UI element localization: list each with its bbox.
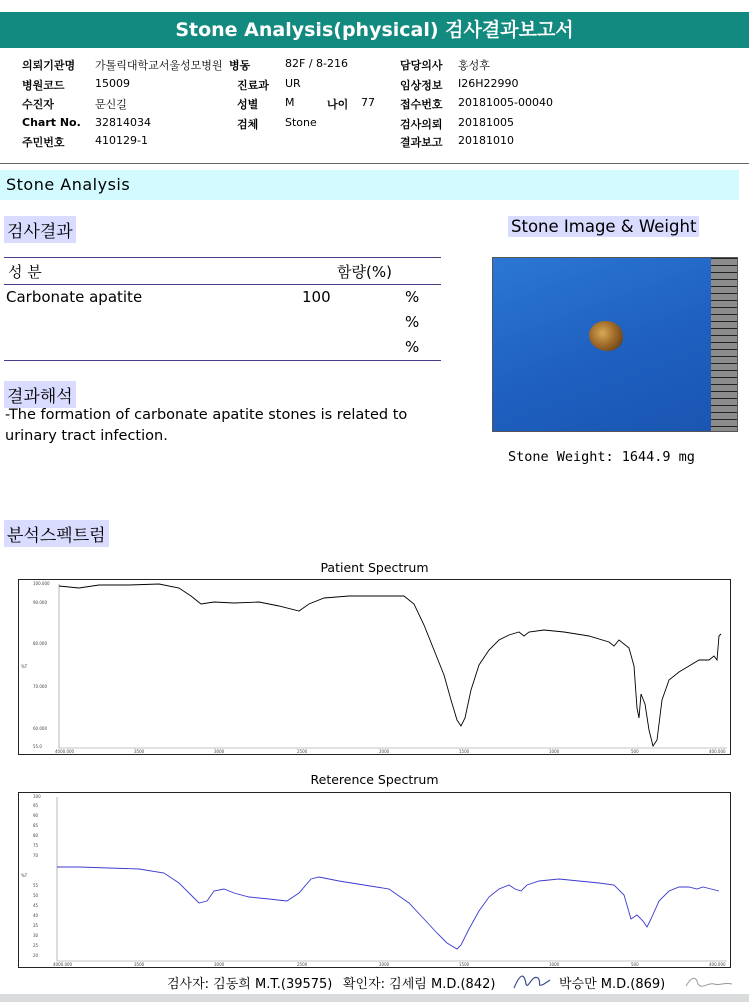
stone-analysis-bar: Stone Analysis [0, 170, 739, 200]
table-bottom-rule [4, 360, 441, 361]
svg-text:3000: 3000 [214, 962, 225, 967]
request-value: 20181005 [458, 116, 514, 129]
image-heading: Stone Image & Weight [508, 216, 699, 237]
confirmer-signature: 확인자: 김세림 M.D.(842) [343, 977, 496, 992]
report-title: Stone Analysis(physical) 검사결과보고서 [0, 12, 749, 48]
svg-text:55.0: 55.0 [33, 744, 42, 749]
bottom-strip [0, 994, 749, 1002]
svg-text:25: 25 [33, 943, 39, 948]
svg-text:40: 40 [33, 913, 39, 918]
doctor-value: 홍성후 [458, 59, 490, 72]
hospital-code-value: 15009 [95, 77, 130, 90]
svg-text:95: 95 [33, 803, 39, 808]
receipt-label: 접수번호 [400, 98, 443, 111]
svg-text:2500: 2500 [297, 962, 308, 967]
doctor-label: 담당의사 [400, 59, 443, 72]
receipt-value: 20181005-00040 [458, 96, 553, 109]
result-unit: % [405, 338, 420, 356]
result-unit: % [405, 313, 420, 331]
svg-text:3500: 3500 [134, 749, 145, 754]
stone-weight: Stone Weight: 1644.9 mg [508, 449, 695, 465]
stone-photo [492, 257, 738, 432]
svg-text:1500: 1500 [459, 749, 470, 754]
svg-text:400.000: 400.000 [709, 962, 726, 967]
svg-text:%T: %T [21, 664, 28, 669]
svg-text:3000: 3000 [214, 749, 225, 754]
age-value: 77 [361, 96, 375, 109]
table-top-rule [4, 257, 441, 258]
patient-spectrum-svg [19, 580, 730, 754]
svg-text:80.000: 80.000 [33, 641, 47, 646]
clinical-label: 임상정보 [400, 79, 443, 92]
ruler-scale [711, 258, 737, 431]
svg-text:20: 20 [33, 953, 39, 958]
specimen-label: 검체 [237, 118, 259, 131]
request-label: 검사의뢰 [400, 118, 443, 131]
idno-value: 410129-1 [95, 134, 148, 147]
svg-text:55: 55 [33, 883, 39, 888]
dept-label: 진료과 [237, 79, 269, 92]
svg-text:3500: 3500 [134, 962, 145, 967]
col-content-header: 함량(%) [337, 263, 392, 281]
table-header-rule [4, 284, 441, 285]
institution-label: 의뢰기관명 [22, 59, 76, 72]
idno-label: 주민번호 [22, 136, 65, 149]
signature-scribble-icon [510, 970, 552, 992]
chart-value: 32814034 [95, 116, 151, 129]
sex-label: 성별 [237, 98, 259, 111]
interpretation-text: -The formation of carbonate apatite stones is related to urinary tract infection. [5, 407, 408, 444]
svg-text:90: 90 [33, 813, 39, 818]
svg-text:1500: 1500 [459, 962, 470, 967]
reference-spectrum-chart [18, 792, 731, 968]
inspector-signature: 검사자: 김동희 M.T.(39575) [167, 977, 333, 992]
svg-text:90.000: 90.000 [33, 600, 47, 605]
svg-text:1000: 1000 [549, 749, 560, 754]
specimen-value: Stone [285, 116, 317, 129]
svg-text:80: 80 [33, 833, 39, 838]
svg-text:35: 35 [33, 923, 39, 928]
signature-scribble-icon [684, 972, 734, 992]
svg-text:500: 500 [631, 962, 639, 967]
svg-text:%T: %T [21, 873, 28, 878]
svg-text:500: 500 [631, 749, 639, 754]
report-date-label: 결과보고 [400, 136, 443, 149]
svg-text:400.000: 400.000 [709, 749, 726, 754]
svg-text:70: 70 [33, 853, 39, 858]
svg-text:50: 50 [33, 893, 39, 898]
report-footer [0, 970, 749, 994]
svg-text:30: 30 [33, 933, 39, 938]
result-unit: % [405, 288, 420, 306]
svg-text:2000: 2000 [379, 962, 390, 967]
results-heading: 검사결과 [4, 216, 76, 243]
svg-text:85: 85 [33, 823, 39, 828]
age-label: 나이 [327, 98, 349, 111]
ward-value: 82F / 8-216 [285, 57, 348, 70]
svg-text:4000.000: 4000.000 [55, 749, 75, 754]
svg-text:100.000: 100.000 [33, 581, 50, 586]
svg-text:2000: 2000 [379, 749, 390, 754]
col-component-header: 성 분 [8, 263, 42, 281]
svg-text:45: 45 [33, 903, 39, 908]
svg-text:100: 100 [33, 794, 41, 799]
svg-text:1000: 1000 [549, 962, 560, 967]
reference-spectrum-svg [19, 793, 730, 967]
patient-value: 문신길 [95, 98, 127, 111]
patient-label: 수진자 [22, 98, 54, 111]
clinical-value: I26H22990 [458, 77, 519, 90]
dept-value: UR [285, 77, 301, 90]
ward-label: 병동 [229, 59, 251, 72]
report-date-value: 20181010 [458, 134, 514, 147]
stone-specimen [589, 321, 623, 351]
hospital-code-label: 병원코드 [22, 79, 65, 92]
svg-text:4000.000: 4000.000 [53, 962, 73, 967]
sex-value: M [285, 96, 295, 109]
spectrum-heading: 분석스펙트럼 [4, 520, 109, 547]
patient-spectrum-title: Patient Spectrum [320, 560, 429, 575]
svg-text:70.000: 70.000 [33, 684, 47, 689]
patient-spectrum-chart [18, 579, 731, 755]
interpretation-heading: 결과해석 [4, 381, 76, 408]
svg-text:2500: 2500 [297, 749, 308, 754]
institution-value: 가톨릭대학교서울성모병원 [95, 59, 223, 72]
svg-text:60.000: 60.000 [33, 726, 47, 731]
chart-label: Chart No. [22, 116, 81, 129]
result-component: Carbonate apatite [6, 288, 143, 306]
patient-info-block [0, 52, 749, 164]
svg-text:75: 75 [33, 843, 39, 848]
reference-spectrum-title: Reterence Spectrum [310, 772, 439, 787]
result-value: 100 [302, 288, 331, 306]
doctor-signature: 박승만 M.D.(869) [559, 977, 666, 992]
